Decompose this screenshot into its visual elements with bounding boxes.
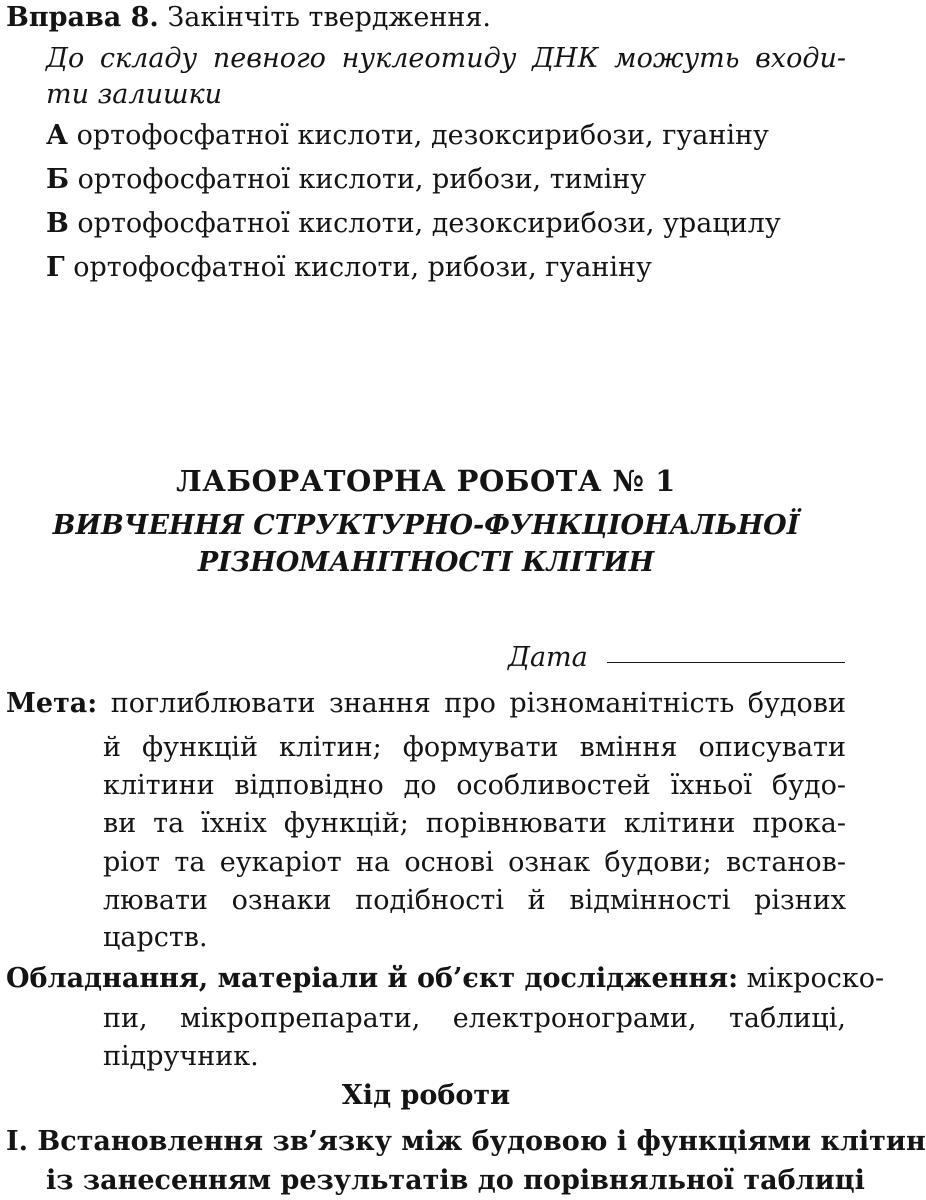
answer-option-d[interactable] [46,250,652,286]
date-label: Дата [508,642,588,673]
goal-line-4: ви та їхніх функцій; порівнювати клітини прока- [103,808,846,839]
equipment-line-1 [6,961,885,997]
option-text: ортофосфатної кислоти, дезоксирибози, гуаніну [76,120,769,151]
section-1-heading-line-2: із занесенням результатів до порівняльної таблиці [46,1165,865,1196]
option-letter: А [46,120,68,151]
lab-subtitle-line-1: ВИВЧЕННЯ СТРУКТУРНО-ФУНКЦІОНАЛЬНОЇ [52,510,800,541]
option-text: ортофосфатної кислоти, рибози, гуаніну [73,252,652,283]
goal-line-2: й функцій клітин; формувати вміння описувати [103,732,846,763]
exercise-heading [6,0,491,36]
answer-option-a[interactable] [46,118,769,154]
answer-option-b[interactable] [46,162,646,198]
goal-text: поглиблювати знання про різноманітність будови [110,688,846,719]
option-letter: В [46,208,69,239]
goal-line-3: клітини відповідно до особливостей їхньої будо- [103,770,846,801]
exercise-question-line-2: ти залишки [46,79,223,110]
option-letter: Г [46,252,65,283]
date-input-line[interactable] [607,662,845,663]
option-text: ортофосфатної кислоти, рибози, тиміну [77,164,647,195]
goal-line-7: царств. [103,922,208,953]
exercise-question-line-1: До складу певного нуклеотиду ДНК можуть входи- [46,43,846,74]
option-text: ортофосфатної кислоти, дезоксирибози, урацилу [77,208,781,239]
progress-heading: Хід роботи [341,1080,511,1111]
goal-line-6: лювати ознаки подібності й відмінності різних [103,885,846,916]
equipment-text: мікроско- [746,963,885,994]
goal-line-1 [6,686,846,722]
goal-label: Мета: [6,688,98,719]
option-letter: Б [46,164,70,195]
lab-title: ЛАБОРАТОРНА РОБОТА № 1 [176,464,676,498]
equipment-line-2: пи, мікропрепарати, електронограми, таблиці, [103,1003,846,1034]
goal-line-5: ріот та еукаріот на основі ознак будови; встанов- [103,847,846,878]
equipment-label: Обладнання, матеріали й об’єкт дослідження: [6,963,739,994]
answer-option-c[interactable] [46,206,781,242]
lab-subtitle-line-2: РІЗНОМАНІТНОСТІ КЛІТИН [197,547,655,578]
section-1-heading-line-1: І. Встановлення зв’язку між будовою і функціями клітин [6,1126,926,1157]
exercise-instruction: Закінчіть твердження. [167,2,491,33]
exercise-label: Вправа 8. [6,2,159,33]
equipment-line-3: підручник. [103,1041,259,1072]
